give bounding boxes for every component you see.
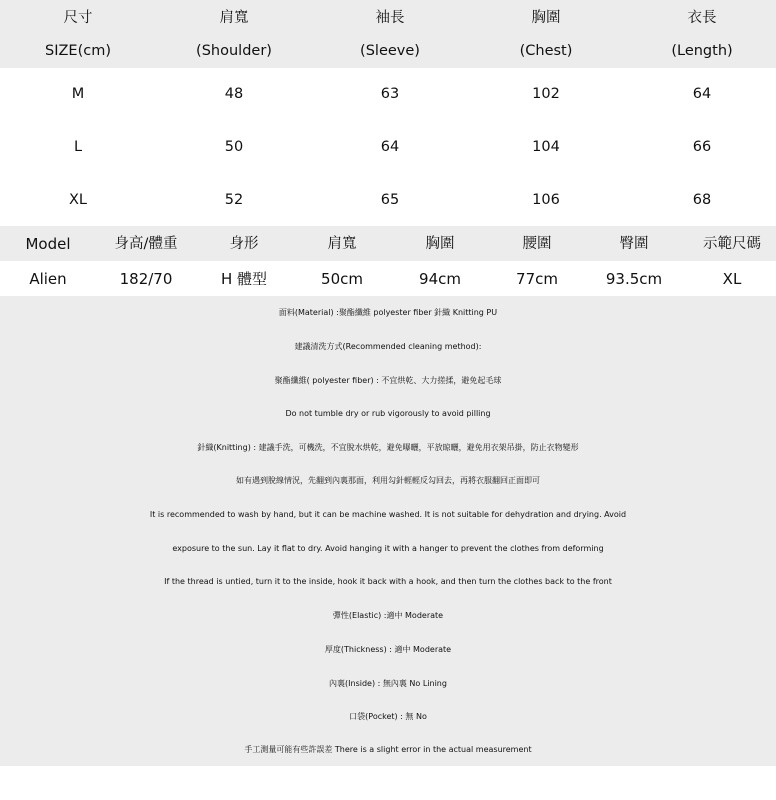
waist-value: 77cm (516, 270, 558, 288)
hip-value: 93.5cm (605, 270, 663, 288)
table-cell: 68 (692, 192, 712, 208)
untie-care-en: If the thread is untied, turn it to the inside, hook it back with a hook, and then turn the clothes back to the front (164, 577, 612, 586)
chest-header-en: (Chest) (519, 43, 573, 59)
table-cell: 52 (224, 192, 244, 208)
model-table-row (0, 261, 776, 296)
table-cell: 106 (532, 192, 560, 208)
table-cell: M (71, 86, 85, 102)
table-cell: 64 (692, 86, 712, 102)
model-table-header (0, 226, 776, 261)
model-name: Alien (29, 270, 67, 288)
chest-header-zh: 胸圍 (531, 10, 561, 26)
shoulder-header: 肩寬 (327, 236, 357, 252)
height-weight-value: 182/70 (119, 270, 173, 288)
knitting-care-en-2: exposure to the sun. Lay it flat to dry. Avoid hanging it with a hanger to prevent the clothes from deforming (172, 544, 604, 553)
table-cell: 48 (224, 86, 244, 102)
knitting-care-zh: 針織(Knitting) : 建議手洗，可機洗，不宜脫水烘乾，避免曝曬，平放晾曬，避免用衣架吊掛，防止衣物變形 (197, 443, 579, 452)
table-cell: 50 (224, 139, 244, 155)
polyester-care-en: Do not tumble dry or rub vigorously to avoid pilling (285, 409, 491, 418)
size-header-en: SIZE(cm) (45, 43, 111, 59)
measurement-error-line: 手工測量可能有些許誤差 There is a slight error in the actual measurement (244, 745, 532, 754)
chest-header: 胸圍 (425, 236, 455, 252)
chest-value: 94cm (419, 270, 461, 288)
demo-size-header: 示範尺碼 (703, 236, 761, 252)
knitting-care-en-1: It is recommended to wash by hand, but it can be machine washed. It is not suitable for dehydration and drying. Avoid (149, 510, 627, 519)
polyester-care-zh: 聚酯纖維( polyester fiber) : 不宜烘乾、大力搓揉，避免起毛球 (274, 376, 502, 385)
length-header-en: (Length) (671, 43, 733, 59)
elastic-line: 彈性(Elastic) :適中 Moderate (332, 611, 444, 620)
body-type-value: H 體型 (220, 270, 268, 288)
size-table-header (0, 0, 776, 68)
thickness-line: 厚度(Thickness) : 適中 Moderate (324, 645, 452, 654)
sleeve-header-en: (Sleeve) (360, 43, 420, 59)
cleaning-title: 建議清洗方式(Recommended cleaning method): (294, 342, 482, 351)
shoulder-header-en: (Shoulder) (196, 43, 272, 59)
table-cell: XL (68, 192, 88, 208)
table-cell: 63 (380, 86, 400, 102)
length-header-zh: 衣長 (687, 10, 717, 26)
material-line: 面料(Material) :聚酯纖維 polyester fiber 針織 Knitting PU (278, 308, 498, 317)
pocket-line: 口袋(Pocket) : 無 No (349, 712, 427, 721)
table-cell: 64 (380, 139, 400, 155)
shoulder-value: 50cm (321, 270, 363, 288)
inside-line: 內裏(Inside) : 無內裏 No Lining (329, 679, 447, 688)
table-cell: 102 (532, 86, 560, 102)
table-cell: L (73, 139, 83, 155)
care-notes (0, 296, 776, 766)
hip-header: 臀圍 (619, 236, 649, 252)
size-table-body (0, 68, 776, 226)
table-cell: 104 (532, 139, 560, 155)
model-header: Model (25, 235, 71, 253)
waist-header: 腰圍 (522, 236, 552, 252)
body-type-header: 身形 (229, 236, 259, 252)
shoulder-header-zh: 肩寬 (219, 10, 249, 26)
demo-size-value: XL (722, 270, 742, 288)
height-weight-header: 身高/體重 (114, 236, 178, 252)
size-header-zh: 尺寸 (63, 10, 93, 26)
table-cell: 66 (692, 139, 712, 155)
table-cell: 65 (380, 192, 400, 208)
untie-care-zh: 如有遇到脫線情況，先翻到內裏那面，利用勾針輕輕反勾回去，再將衣服翻回正面即可 (236, 476, 540, 485)
sleeve-header-zh: 袖長 (375, 10, 405, 26)
